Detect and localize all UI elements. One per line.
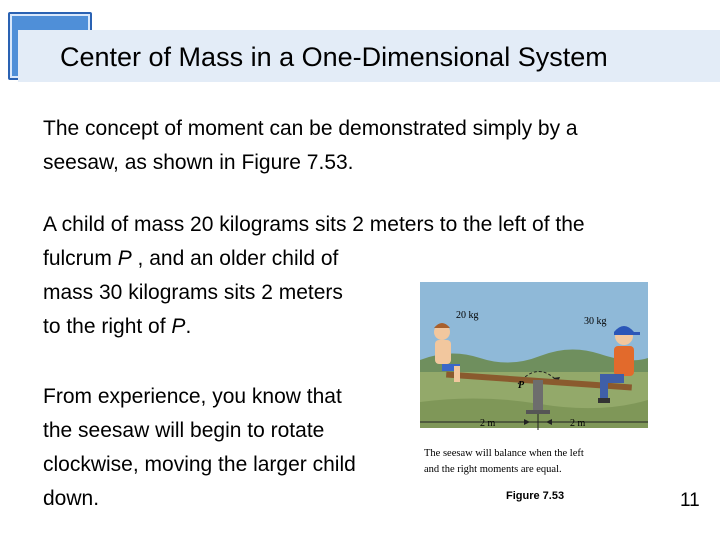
paragraph-line: the seesaw will begin to rotate <box>43 419 325 442</box>
figure-caption-line: The seesaw will balance when the left <box>424 448 584 459</box>
seesaw-figure <box>420 282 648 484</box>
paragraph-line: clockwise, moving the larger child <box>43 453 356 476</box>
figure-caption-line: and the right moments are equal. <box>424 464 562 475</box>
text-run: . <box>185 315 192 338</box>
text-run: to the right of <box>43 315 172 338</box>
paragraph-line <box>43 242 585 276</box>
text-run: fulcrum <box>43 247 118 270</box>
variable-p: P <box>117 247 132 270</box>
text-run: , and an older child of <box>131 247 339 270</box>
right-child-leg <box>600 378 608 400</box>
variable-p: P <box>171 315 186 338</box>
paragraph-line: seesaw, as shown in Figure 7.53. <box>43 151 354 174</box>
paragraph-conclusion <box>43 380 356 516</box>
right-child-shirt <box>614 346 634 376</box>
page-number: 11 <box>680 490 700 511</box>
left-mass-label: 20 kg <box>456 310 479 321</box>
fulcrum-post <box>533 380 543 414</box>
paragraph-line: The concept of moment can be demonstrated simply by a <box>43 117 578 140</box>
paragraph-line: A child of mass 20 kilograms sits 2 meters to the left of the <box>43 213 585 236</box>
slide-title: Center of Mass in a One-Dimensional System <box>60 42 608 72</box>
paragraph-intro <box>43 112 578 180</box>
right-mass-label: 30 kg <box>584 316 607 327</box>
paragraph-line: From experience, you know that <box>43 385 342 408</box>
fulcrum-base <box>526 410 550 414</box>
right-distance-label: 2 m <box>570 418 586 429</box>
right-child-shoe <box>598 398 610 403</box>
figure-number: Figure 7.53 <box>506 490 565 502</box>
fulcrum-label: P <box>518 380 525 391</box>
left-distance-label: 2 m <box>480 418 496 429</box>
paragraph-line: down. <box>43 487 100 510</box>
paragraph-line: mass 30 kilograms sits 2 meters <box>43 281 343 304</box>
left-child-leg <box>454 366 460 382</box>
left-child-body <box>435 340 451 364</box>
